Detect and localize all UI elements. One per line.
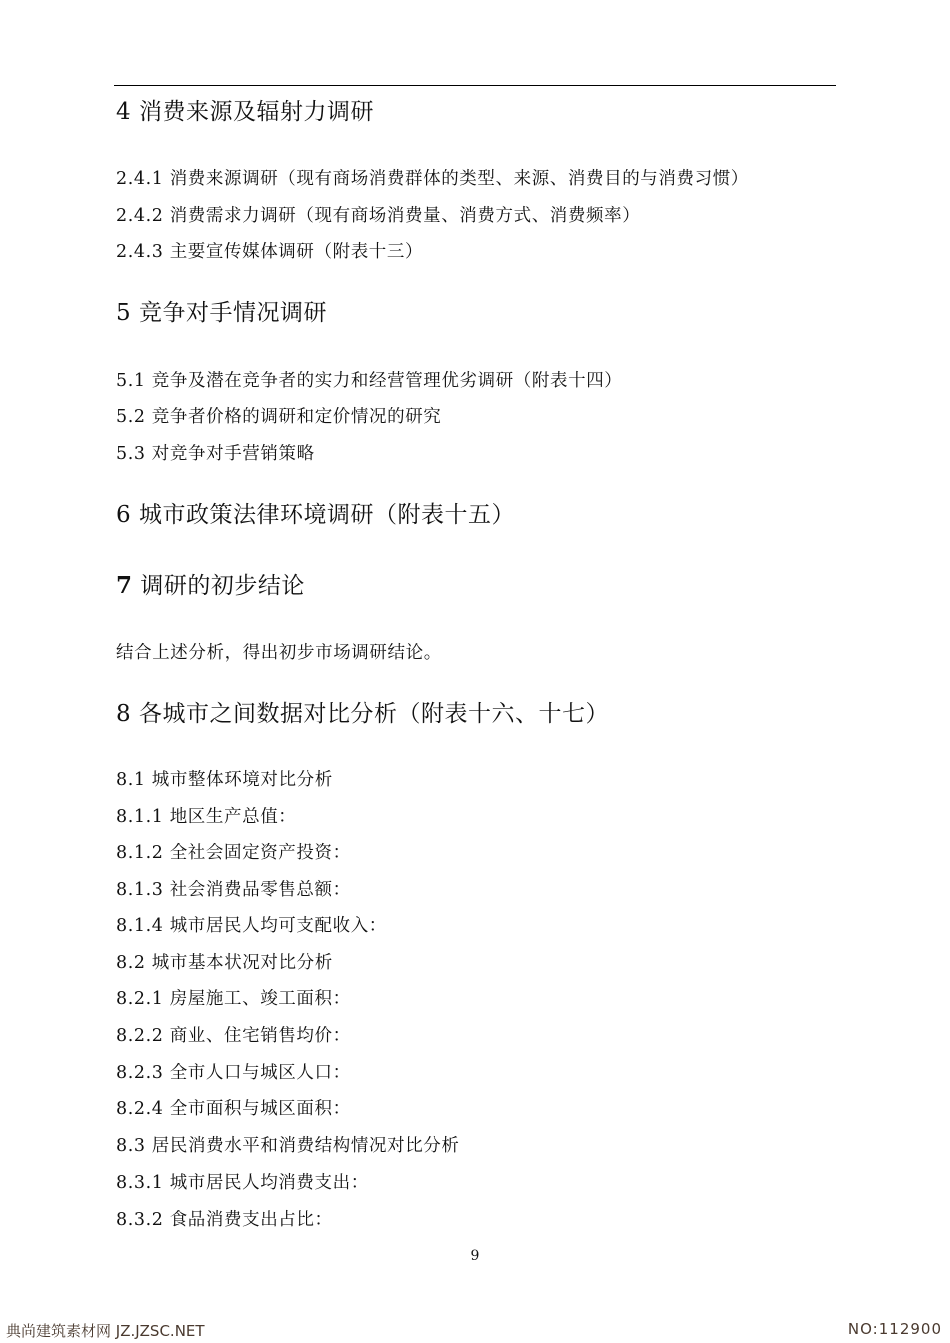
item-8-1: 8.1 城市整体环境对比分析 <box>116 770 333 790</box>
item-8-1-2: 8.1.2 全社会固定资产投资： <box>116 843 351 863</box>
item-8-2-4: 8.2.4 全市面积与城区面积： <box>116 1099 351 1119</box>
footer-id-text: NO:112900 <box>847 1320 942 1338</box>
item-5-1: 5.1 竞争及潜在竞争者的实力和经营管理优劣调研（附表十四） <box>116 371 623 391</box>
item-8-3: 8.3 居民消费水平和消费结构情况对比分析 <box>116 1136 460 1156</box>
heading-section-5: 5 竞争对手情况调研 <box>116 300 327 326</box>
heading-section-7 <box>116 574 305 598</box>
item-5-2: 5.2 竞争者价格的调研和定价情况的研究 <box>116 407 442 427</box>
item-8-2-2: 8.2.2 商业、住宅销售均价： <box>116 1026 351 1046</box>
item-8-2-3: 8.2.3 全市人口与城区人口： <box>116 1063 351 1083</box>
heading-section-4: 4 消费来源及辐射力调研 <box>116 99 374 125</box>
conclusion-paragraph: 结合上述分析，得出初步市场调研结论。 <box>116 643 442 663</box>
item-2-4-1: 2.4.1 消费来源调研（现有商场消费群体的类型、来源、消费目的与消费习惯） <box>116 169 749 189</box>
item-2-4-2: 2.4.2 消费需求力调研（现有商场消费量、消费方式、消费频率） <box>116 206 641 226</box>
item-8-1-1: 8.1.1 地区生产总值： <box>116 807 297 827</box>
watermark-footer <box>0 1318 950 1342</box>
item-8-1-4: 8.1.4 城市居民人均可支配收入： <box>116 916 387 936</box>
item-8-3-2: 8.3.2 食品消费支出占比： <box>116 1210 333 1230</box>
item-8-2: 8.2 城市基本状况对比分析 <box>116 953 333 973</box>
header-rule <box>114 85 836 86</box>
heading-section-7-number: 7 <box>116 572 133 599</box>
heading-section-7-text: 调研的初步结论 <box>140 573 305 599</box>
item-8-2-1: 8.2.1 房屋施工、竣工面积： <box>116 989 351 1009</box>
footer-site-text: 典尚建筑素材网 JZ.JZSC.NET <box>6 1322 205 1340</box>
item-8-3-1: 8.3.1 城市居民人均消费支出： <box>116 1173 369 1193</box>
heading-section-8: 8 各城市之间数据对比分析（附表十六、十七） <box>116 701 609 727</box>
item-5-3: 5.3 对竞争对手营销策略 <box>116 444 315 464</box>
item-8-1-3: 8.1.3 社会消费品零售总额： <box>116 880 351 900</box>
page-number: 9 <box>470 1248 480 1264</box>
heading-section-6: 6 城市政策法律环境调研（附表十五） <box>116 502 515 528</box>
item-2-4-3: 2.4.3 主要宣传媒体调研（附表十三） <box>116 242 424 262</box>
